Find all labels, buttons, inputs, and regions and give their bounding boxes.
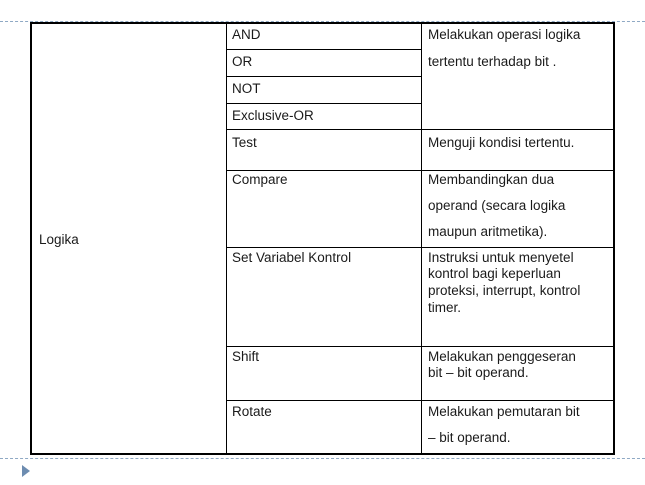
row-divider [227,170,615,171]
instruction-set-control: Set Variabel Kontrol [232,250,352,265]
desc-shift-line2: bit – bit operand. [428,365,529,380]
desc-shift-line1: Melakukan penggeseran [428,349,576,364]
table-divider-col1 [226,24,227,453]
table-divider-col2 [421,24,422,453]
desc-compare-line1: Membandingkan dua [428,172,555,187]
slide-bullet-icon [22,465,30,477]
desc-compare-line2: operand (secara logika [428,198,566,213]
row-divider [227,49,421,50]
desc-set-control-line2: kontrol bagi keperluan [428,266,561,281]
desc-logic-line2: tertentu terhadap bit . [428,54,557,69]
instruction-compare: Compare [232,172,288,187]
instruction-rotate: Rotate [232,404,272,419]
instruction-test: Test [232,135,257,150]
row-divider [227,76,421,77]
desc-set-control-line3: proteksi, interrupt, kontrol [428,283,581,298]
instruction-not: NOT [232,81,261,96]
instruction-xor: Exclusive-OR [232,108,314,123]
instruction-shift: Shift [232,349,260,364]
row-divider [227,129,615,130]
desc-rotate-line1: Melakukan pemutaran bit [428,404,580,419]
desc-logic-line1: Melakukan operasi logika [428,27,581,42]
row-divider [227,346,615,347]
row-divider [227,103,421,104]
row-divider [227,400,615,401]
slide-guide-bottom [0,458,645,459]
desc-rotate-line2: – bit operand. [428,430,511,445]
desc-test: Menguji kondisi tertentu. [428,135,575,150]
row-divider [227,247,615,248]
category-label: Logika [39,232,79,247]
desc-set-control-line4: timer. [428,300,462,315]
instruction-table [30,22,615,455]
desc-set-control-line1: Instruksi untuk menyetel [428,250,574,265]
instruction-and: AND [232,27,261,42]
instruction-or: OR [232,54,253,69]
desc-compare-line3: maupun aritmetika). [428,224,548,239]
